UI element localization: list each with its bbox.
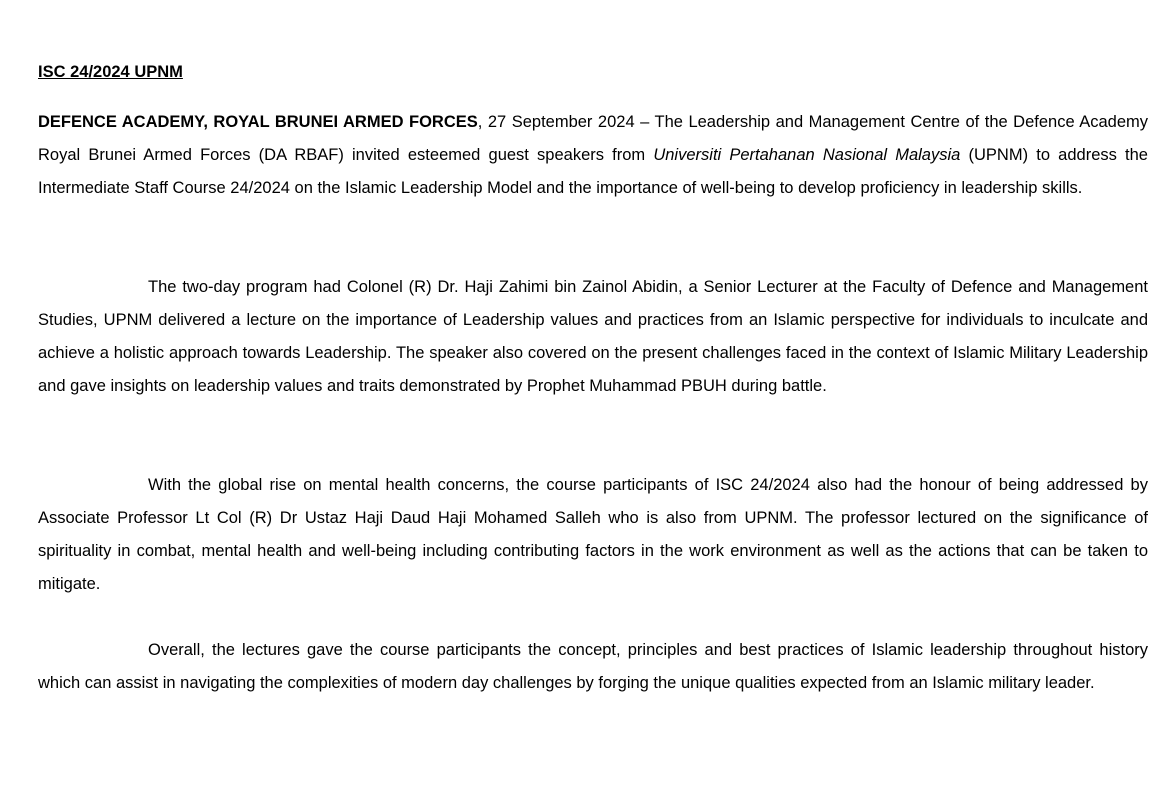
institution-name: Universiti Pertahanan Nasional Malaysia	[653, 146, 961, 164]
document-heading: ISC 24/2024 UPNM	[38, 63, 183, 81]
intro-text-b: (UPNM) to address the Intermediate Staff Course 24/2024 on the Islamic Leadership Model and the importance of well-being to develop proficiency in leadership skills.	[38, 146, 1148, 197]
paragraph-conclusion: Overall, the lectures gave the course participants the concept, principles and best practices of Islamic leadership throughout history which can assist in navigating the complexities of modern day challenges by forging the unique qualities expected from an Islamic military leader.	[38, 641, 1148, 692]
dateline: DEFENCE ACADEMY, ROYAL BRUNEI ARMED FORCES	[38, 113, 478, 131]
paragraph-intro	[38, 106, 1148, 205]
paragraph-mental-health: With the global rise on mental health concerns, the course participants of ISC 24/2024 also had the honour of being addressed by Associate Professor Lt Col (R) Dr Ustaz Haji Daud Haji Mohamed Salleh who is also from UPNM. The professor lectured on the significance of spirituality in combat, mental health and well-being including contributing factors in the work environment as well as the actions that can be taken to mitigate.	[38, 476, 1148, 593]
paragraph-program: The two-day program had Colonel (R) Dr. Haji Zahimi bin Zainol Abidin, a Senior Lecturer at the Faculty of Defence and Management Studies, UPNM delivered a lecture on the importance of Leadership values and practices from an Islamic perspective for individuals to inculcate and achieve a holistic approach towards Leadership. The speaker also covered on the present challenges faced in the context of Islamic Military Leadership and gave insights on leadership values and traits demonstrated by Prophet Muhammad PBUH during battle.	[38, 278, 1148, 395]
intro-text-a: , 27 September 2024 – The Leadership and Management Centre of the Defence Academy Royal Brunei Armed Forces (DA RBAF) invited esteemed guest speakers from	[38, 113, 1149, 164]
